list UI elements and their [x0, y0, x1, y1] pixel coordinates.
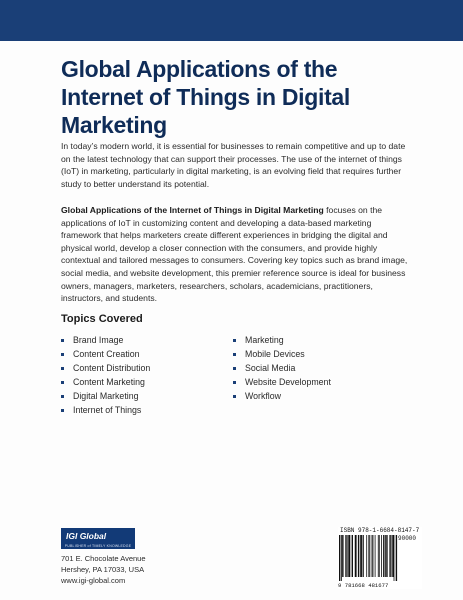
topic-item: Brand Image: [61, 333, 150, 347]
bullet-icon: [61, 381, 64, 384]
bullet-icon: [233, 339, 236, 342]
topics-heading: Topics Covered: [61, 313, 143, 325]
publisher-logo-tagline: PUBLISHER of TIMELY KNOWLEDGE: [64, 544, 132, 548]
topic-item: Content Creation: [61, 347, 150, 361]
address-line: Hershey, PA 17033, USA: [61, 565, 145, 574]
bullet-icon: [61, 395, 64, 398]
description-paragraph: [61, 204, 413, 305]
topic-item: Content Marketing: [61, 375, 150, 389]
topic-item: Content Distribution: [61, 361, 150, 375]
intro-paragraph: In today’s modern world, it is essential for businesses to remain competitive and up to date on the latest technology that can support their processes. The use of the internet of things (IoT) in marketing, particularly in digital marketing, is an evolving field that requires further study to better understand its potential.: [61, 141, 406, 189]
topic-item: Website Development: [233, 375, 331, 389]
bullet-icon: [61, 353, 64, 356]
bullet-icon: [61, 409, 64, 412]
topic-item: Digital Marketing: [61, 389, 150, 403]
publisher-address: [61, 553, 146, 586]
bullet-icon: [61, 339, 64, 342]
topic-item: Marketing: [233, 333, 331, 347]
bullet-icon: [233, 353, 236, 356]
book-title: Global Applications of the Internet of Things in Digital Marketing: [61, 56, 351, 138]
bullet-icon: [61, 367, 64, 370]
isbn-number: ISBN 978-1-6684-8147-7: [340, 527, 420, 534]
bullet-icon: [233, 381, 236, 384]
topics-list-left: [61, 333, 150, 417]
topic-item: Mobile Devices: [233, 347, 331, 361]
publisher-website: www.igi-global.com: [61, 576, 126, 585]
topic-item: Internet of Things: [61, 403, 150, 417]
topic-item: Workflow: [233, 389, 331, 403]
address-line: 701 E. Chocolate Avenue: [61, 554, 146, 563]
topic-item: Social Media: [233, 361, 331, 375]
bullet-icon: [233, 367, 236, 370]
price-code: 90000: [398, 535, 417, 542]
publisher-logo: IGI Global: [61, 528, 135, 544]
barcode-digits: 9 781668 481677: [338, 582, 389, 589]
topics-list-right: [233, 333, 331, 403]
top-color-banner: [0, 0, 463, 41]
barcode-icon: [338, 535, 398, 581]
description-text: focuses on the applications of IoT in customizing content and developing a data-based marketing framework that helps marketers create different experiences in bridging the digital and physical world, develop a closer connection with the consumers, and provide highly contextual and tailored messages to consumers. Covering key topics such as brand image, social media, and website development, this premier reference source is ideal for business owners, managers, marketers, researchers, scholars, academicians, practitioners, instructors, and students.: [61, 205, 408, 304]
description-book-title: Global Applications of the Internet of Things in Digital Marketing: [61, 205, 324, 215]
bullet-icon: [233, 395, 236, 398]
